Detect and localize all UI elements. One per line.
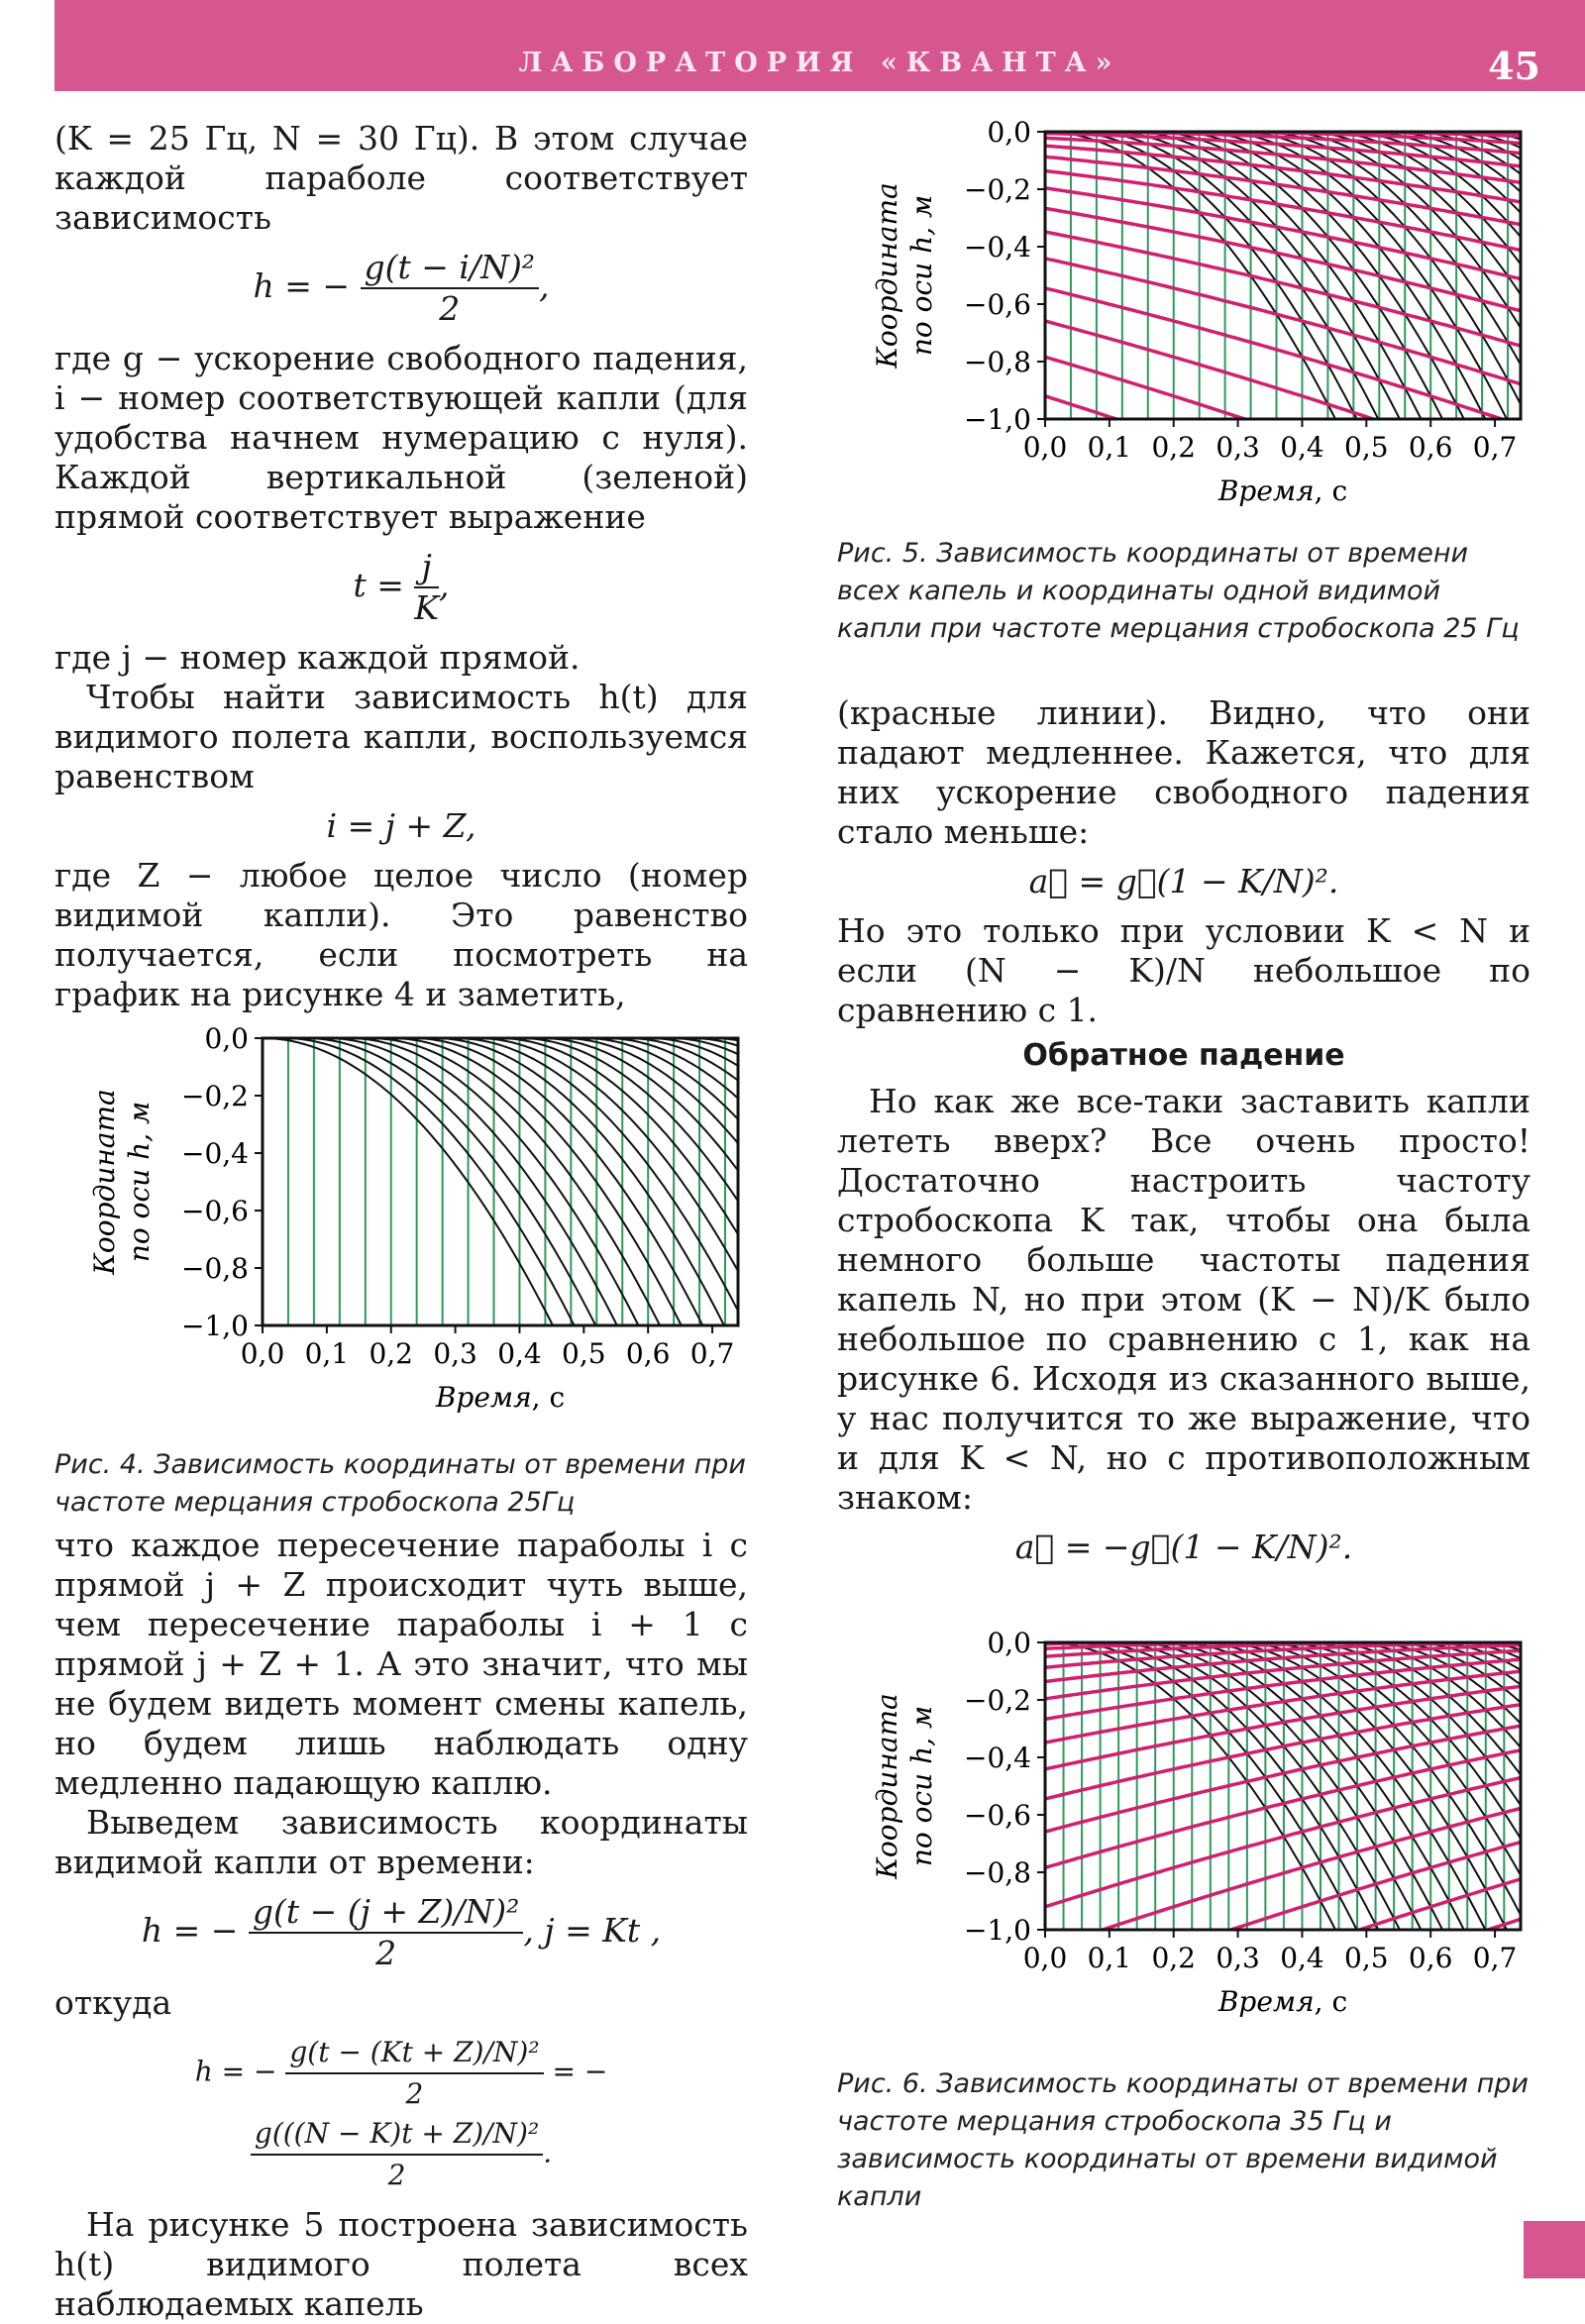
formula-h-visible: h = − $\frac{\text{g(t − (j + Z)/N)²}}{2}$ , j = Kt ,: [141, 1892, 662, 1972]
x-tick-label: 0,7: [1472, 431, 1518, 464]
x-tick-label: 0,4: [1280, 431, 1324, 464]
y-tick-label: −0,8: [181, 1252, 249, 1285]
x-axis-label-unit: , с: [531, 1381, 566, 1414]
y-tick-label: −0,4: [964, 231, 1031, 264]
corner-tab: [1524, 2221, 1585, 2278]
y-tick-label: −0,4: [181, 1137, 249, 1170]
y-axis-label: Координата: [871, 1693, 903, 1879]
x-tick-label: 0,4: [1280, 1942, 1324, 1974]
y-axis-label-line2: по оси h, м: [905, 194, 938, 357]
formula-a-reverse: a⃗ = −g⃗(1 − K/N)².: [1014, 1528, 1353, 1566]
x-axis-label-word: Время: [1217, 1985, 1315, 2018]
drop-parabola: [498, 1038, 738, 1234]
x-tick-label: 0,1: [1087, 431, 1132, 464]
x-tick-label: 0,6: [625, 1337, 671, 1370]
x-axis-label: [1217, 475, 1347, 507]
drop-parabola: [1152, 1642, 1521, 2041]
paragraph: На рисунке 5 построена зависимость h(t) видимого полета всех наблюдаемых капель: [54, 2205, 748, 2323]
drop-parabola: [1131, 1642, 1522, 2041]
x-tick-label: 0,1: [304, 1337, 350, 1370]
y-tick-label: 0,0: [987, 1627, 1031, 1659]
x-tick-label: 0,5: [1344, 1942, 1389, 1974]
formula-i: i = j + Z,: [326, 806, 476, 845]
y-tick-label: −0,4: [964, 1742, 1031, 1774]
x-tick-label: 0,0: [1022, 1942, 1068, 1974]
y-tick-label: −0,2: [181, 1080, 249, 1112]
x-tick-label: 0,3: [433, 1337, 477, 1370]
y-tick-label: −1,0: [181, 1310, 249, 1342]
paragraph: откуда: [54, 1983, 172, 2022]
y-tick-label: −0,8: [964, 1856, 1031, 1889]
formula-h-derived: h = − $\frac{\text{g(t − (Kt + Z)/N)²}}{2}$ = − $\frac{\text{g(((N − K)t + Z)/N)²}}{2}$ .: [54, 2033, 748, 2195]
x-tick-label: 0,1: [1087, 1942, 1132, 1974]
y-tick-label: −0,6: [964, 1799, 1031, 1832]
right-column: [837, 693, 1531, 1577]
x-tick-label: 0,3: [1215, 1942, 1260, 1974]
figure-6-caption: Рис. 6. Зависимость координаты от времени при частоте мерцания стробоскопа 35 Гц и зависимость координаты от времени видимой капли: [837, 2068, 1529, 2212]
journal-section-title: ЛАБОРАТОРИЯ «КВАНТА»: [518, 48, 1121, 78]
plot-area: [1045, 132, 1521, 530]
visible-drop-curve: [1045, 288, 1521, 425]
x-axis-label: [435, 1381, 565, 1414]
formula-t: t = $\frac{j}{K}$ ,: [353, 547, 450, 627]
x-tick-label: 0,7: [689, 1337, 735, 1370]
page-header: [54, 0, 1585, 91]
paragraph: Чтобы найти зависимость h(t) для видимого полета капли, воспользуемся равенством: [54, 678, 748, 795]
y-tick-label: −1,0: [964, 403, 1031, 436]
paragraph: что каждое пересечение параболы i с прямой j + Z происходит чуть выше, чем пересечение параболы i + 1 с прямой j + Z + 1. А это значит, что мы не будем видеть момент смены капель, но будем лишь наблюдать одну медленно падающую каплю.: [54, 1526, 748, 1802]
x-tick-label: 0,0: [240, 1337, 285, 1370]
y-tick-label: −0,6: [964, 288, 1031, 321]
paragraph: Но как же все-таки заставить капли лететь вверх? Все очень просто! Достаточно настроить частоту стробоскопа K так, чтобы она была немного больше частоты падения капель N, но при этом (K − N)/K было небольшое по сравнению с 1, как на рисунке 6. Исходя из сказанного выше, у нас получится то же выражение, что и для K < N, но с противоположным знаком:: [837, 1082, 1531, 1517]
paragraph: где Z − любое целое число (номер видимой капли). Это равенство получается, если посмотреть на график на рисунке 4 и заметить,: [54, 856, 748, 1013]
page-number: 45: [1488, 44, 1540, 88]
drop-parabola: [520, 1038, 739, 1201]
x-tick-label: 0,2: [369, 1337, 413, 1370]
x-axis-label-unit: , с: [1314, 475, 1348, 507]
y-axis-label: Координата: [88, 1089, 121, 1275]
x-tick-label: 0,2: [1151, 431, 1196, 464]
visible-drop-curve: [1045, 259, 1521, 384]
x-tick-label: 0,6: [1408, 1942, 1453, 1974]
x-tick-label: 0,4: [497, 1337, 542, 1370]
y-tick-label: 0,0: [204, 1022, 249, 1055]
y-tick-label: −0,6: [181, 1195, 249, 1227]
y-tick-label: 0,0: [987, 116, 1031, 149]
y-tick-label: −1,0: [964, 1914, 1031, 1947]
x-tick-label: 0,7: [1472, 1942, 1518, 1974]
y-tick-label: −0,2: [964, 173, 1031, 206]
left-column: [54, 119, 748, 2324]
x-tick-label: 0,5: [562, 1337, 606, 1370]
x-tick-label: 0,6: [1408, 431, 1453, 464]
visible-drop-curve: [1045, 232, 1521, 346]
x-tick-label: 0,5: [1344, 431, 1389, 464]
paragraph: (K = 25 Гц, N = 30 Гц). В этом случае каждой параболе соответствует зависимость: [54, 119, 748, 237]
paragraph: где g − ускорение свободного падения, i − номер соответствующей капли (для удобства начнем нумерацию с нуля). Каждой вертикальной (зеленой) прямой соответствует выражение: [54, 339, 748, 536]
visible-drop-curve: [1045, 208, 1521, 310]
formula-h: h = − $\frac{\text{g(t − i/N)²}}{2}$ ,: [253, 248, 550, 328]
figure-4-caption: Рис. 4. Зависимость координаты от времени при частоте мерцания стробоскопа 25Гц: [54, 1449, 746, 1518]
y-axis-label: Координата: [871, 182, 903, 369]
paragraph: где j − номер каждой прямой.: [54, 638, 581, 677]
formula-a-slow: a⃗ = g⃗(1 − K/N)².: [1028, 862, 1339, 900]
x-tick-label: 0,3: [1215, 431, 1260, 464]
y-tick-label: −0,2: [964, 1684, 1031, 1717]
y-axis-label-line2: по оси h, м: [123, 1101, 156, 1263]
section-heading: Обратное падение: [1022, 1038, 1345, 1073]
paragraph: Но это только при условии K < N и если (N − K)/N небольшое по сравнению с 1.: [837, 911, 1531, 1029]
drop-parabola: [1174, 1642, 1521, 2041]
plot-frame: [263, 1038, 738, 1325]
x-tick-label: 0,2: [1151, 1942, 1196, 1974]
paragraph: Выведем зависимость координаты видимой капли от времени:: [54, 1803, 748, 1881]
x-tick-label: 0,0: [1022, 431, 1068, 464]
x-axis-label-word: Время: [435, 1381, 532, 1414]
paragraph: (красные линии). Видно, что они падают медленнее. Кажется, что для них ускорение свободного падения стало меньше:: [837, 693, 1531, 851]
y-axis-label-line2: по оси h, м: [905, 1705, 938, 1867]
figure-6-chart: [837, 1625, 1531, 2041]
figure-5-caption: Рис. 5. Зависимость координаты от времени всех капель и координаты одной видимой капли при частоте мерцания стробоскопа 25 Гц: [837, 538, 1520, 644]
figure-4-chart: [54, 1020, 748, 1446]
y-tick-label: −0,8: [964, 346, 1031, 378]
x-axis-label: [1217, 1985, 1347, 2018]
plot-area: [1045, 1642, 1521, 2041]
x-axis-label-word: Время: [1217, 475, 1315, 507]
figure-5-chart: [837, 114, 1531, 530]
x-axis-label-unit: , с: [1314, 1985, 1348, 2018]
